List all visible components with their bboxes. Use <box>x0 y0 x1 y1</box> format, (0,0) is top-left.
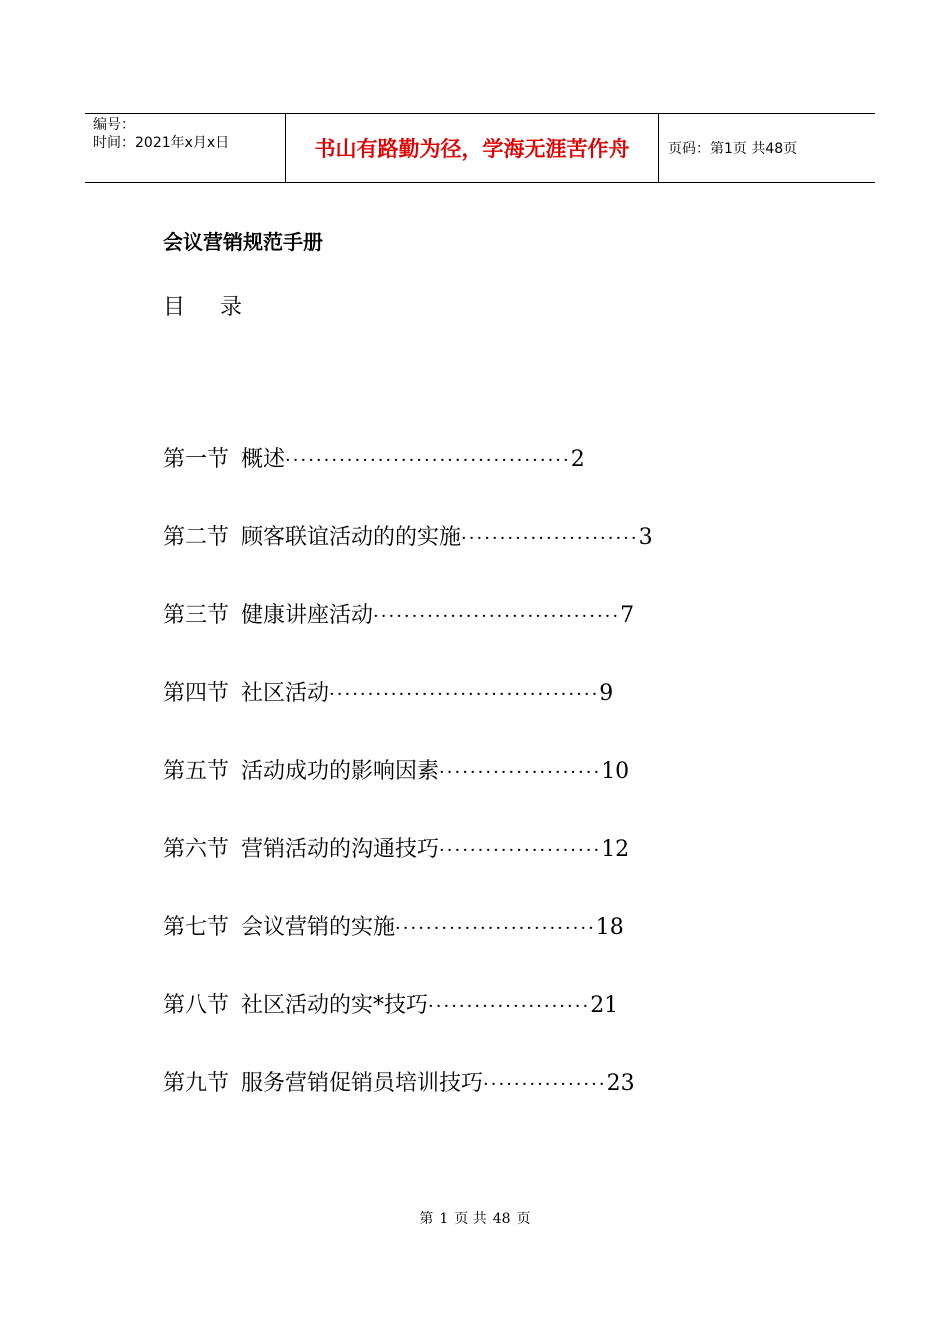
toc-page-number: 9 <box>599 681 614 706</box>
page-footer <box>0 1208 950 1228</box>
toc-title: 社区活动的实*技巧 <box>241 993 429 1018</box>
toc-entry[interactable] <box>163 1066 803 1102</box>
footer-suffix: 页 <box>516 1211 531 1227</box>
toc-entry[interactable] <box>163 442 803 478</box>
toc-leader: ····················· <box>428 996 591 1017</box>
toc-section: 第六节 <box>163 837 230 862</box>
toc-entry[interactable] <box>163 910 803 946</box>
toc-page-number: 23 <box>606 1071 635 1096</box>
header-page-info: 页码：第1页 共48页 <box>668 141 798 157</box>
number-label: 编号： <box>93 117 135 133</box>
header-divider <box>658 114 659 182</box>
toc-heading: 目 录 <box>163 295 256 320</box>
toc-page-number: 10 <box>601 759 630 784</box>
toc-page-number: 18 <box>595 915 624 940</box>
header-table <box>85 113 875 183</box>
toc-leader: ····················· <box>439 762 602 783</box>
toc-section: 第九节 <box>163 1071 230 1096</box>
toc-section: 第七节 <box>163 915 230 940</box>
footer-current-page: 1 <box>439 1211 449 1227</box>
toc-entry[interactable] <box>163 754 803 790</box>
toc-title: 服务营销促销员培训技巧 <box>241 1071 484 1096</box>
toc-title: 健康讲座活动 <box>241 603 374 628</box>
toc-entry[interactable] <box>163 832 803 868</box>
toc-section: 第一节 <box>163 447 230 472</box>
footer-prefix: 第 <box>419 1211 434 1227</box>
toc-leader: ················ <box>483 1074 607 1095</box>
toc-leader: ····································· <box>285 450 571 471</box>
toc-leader: ································ <box>373 606 621 627</box>
toc-section: 第八节 <box>163 993 230 1018</box>
toc-page-number: 21 <box>590 993 619 1018</box>
toc-section: 第三节 <box>163 603 230 628</box>
toc-title: 顾客联谊活动的的实施 <box>241 525 462 550</box>
toc-page-number: 3 <box>638 525 653 550</box>
header-motto: 书山有路勤为径，学海无涯苦作舟 <box>314 137 630 161</box>
toc-entry[interactable] <box>163 598 803 634</box>
toc-title: 社区活动 <box>241 681 330 706</box>
time-label: 时间：2021年x月x日 <box>93 135 230 151</box>
document-title: 会议营销规范手册 <box>163 230 323 254</box>
toc-entry[interactable] <box>163 676 803 712</box>
toc-section: 第二节 <box>163 525 230 550</box>
toc-leader: ··································· <box>329 684 600 705</box>
toc-page-number: 12 <box>601 837 630 862</box>
toc-title: 会议营销的实施 <box>241 915 396 940</box>
toc-title: 概述 <box>241 447 286 472</box>
toc-page-number: 7 <box>620 603 635 628</box>
toc-leader: ····················· <box>439 840 602 861</box>
toc-leader: ·························· <box>395 918 596 939</box>
toc-title: 活动成功的影响因素 <box>241 759 440 784</box>
toc-page-number: 2 <box>570 447 585 472</box>
toc-entry[interactable] <box>163 520 803 556</box>
toc-section: 第五节 <box>163 759 230 784</box>
footer-middle: 页 共 <box>454 1211 487 1227</box>
toc-leader: ······················· <box>461 528 639 549</box>
footer-total-pages: 48 <box>492 1211 511 1227</box>
header-meta <box>93 116 285 180</box>
toc-section: 第四节 <box>163 681 230 706</box>
toc-title: 营销活动的沟通技巧 <box>241 837 440 862</box>
toc-entry[interactable] <box>163 988 803 1024</box>
